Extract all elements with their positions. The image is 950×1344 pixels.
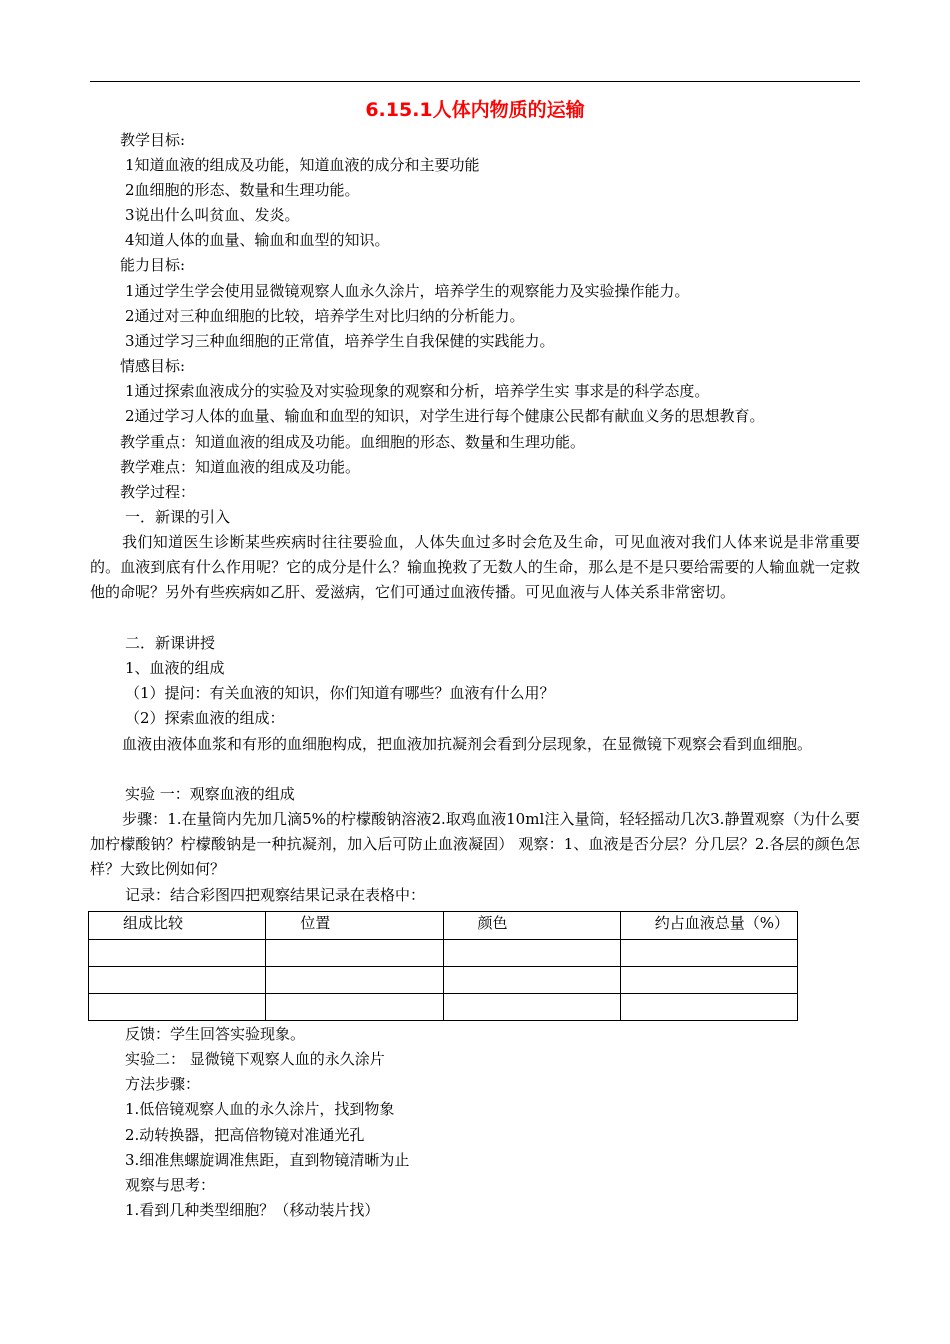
table-cell [89,994,266,1021]
table-cell [620,940,797,967]
ability-objectives-heading: 能力目标: [120,256,186,274]
table-cell [443,994,620,1021]
table-header-cell: 约占血液总量（%） [620,912,797,940]
emotion-objective-item: 1通过探索血液成分的实验及对实验现象的观察和分析，培养学生实 事求是的科学态度。 [125,382,710,400]
table-cell [443,940,620,967]
table-cell [620,967,797,994]
table-header-cell: 位置 [266,912,443,940]
experiment-1-steps: 步骤：1.在量筒内先加几滴5%的柠檬酸钠溶液2.取鸡血液10ml注入量筒，轻轻摇动几次3.静置观察（为什么要加柠檬酸钠？柠檬酸钠是一种抗凝剂，加入后可防止血液凝固） 观察：1、血液是否分层？分几层？2.各层的颜色怎样？大致比例如何？ [90,810,860,878]
table-header-cell: 颜色 [443,912,620,940]
teaching-objectives-heading: 教学目标: [120,131,186,149]
experiment-1-title: 实验 一：观察血液的组成 [125,785,295,803]
experiment-2-title: 实验二： 显微镜下观察人血的永久涂片 [125,1050,385,1068]
lesson-heading: 二．新课讲授 [125,634,216,652]
intro-paragraph: 我们知道医生诊断某些疾病时往往要验血，人体失血过多时会危及生命，可见血液对我们人体来说是非常重要的。血液到底有什么作用呢？它的成分是什么？输血挽救了无数人的生命，那么是不是只要给需要的人输血就一定救他的命呢？另外有些疾病如乙肝、爱滋病，它们可通过血液传播。可见血液与人体关系非常密切。 [90,533,860,601]
difficulty-point: 教学难点：知道血液的组成及功能。 [120,458,361,476]
blood-composition-subheading: 1、血液的组成 [125,659,225,677]
question-1: （1）提问：有关血液的知识，你们知道有哪些？血液有什么用？ [125,684,555,702]
table-row [89,940,798,967]
ability-objective-item: 1通过学生学会使用显微镜观察人血永久涂片，培养学生的观察能力及实验操作能力。 [125,282,690,300]
teaching-objective-item: 4知道人体的血量、输血和血型的知识。 [125,231,390,249]
method-step: 1.低倍镜观察人血的永久涂片，找到物象 [125,1100,395,1118]
teaching-objective-item: 3说出什么叫贫血、发炎。 [125,206,300,224]
table-header-cell: 组成比较 [89,912,266,940]
record-instruction: 记录：结合彩图四把观察结果记录在表格中： [125,886,426,904]
observe-item: 1.看到几种类型细胞？（移动装片找） [125,1201,380,1219]
table-cell [266,940,443,967]
table-cell [266,967,443,994]
teaching-objective-item: 1知道血液的组成及功能，知道血液的成分和主要功能 [125,156,480,174]
observe-heading: 观察与思考： [125,1176,216,1194]
ability-objective-item: 3通过学习三种血细胞的正常值，培养学生自我保健的实践能力。 [125,332,555,350]
header-rule [90,81,860,82]
question-2: （2）探索血液的组成： [125,709,285,727]
teaching-objective-item: 2血细胞的形态、数量和生理功能。 [125,181,360,199]
emotion-objective-item: 2通过学习人体的血量、输血和血型的知识，对学生进行每个健康公民都有献血义务的思想教育。 [125,407,765,425]
table-cell [89,940,266,967]
table-row [89,967,798,994]
table-cell [443,967,620,994]
observation-table [88,911,798,1021]
key-point: 教学重点：知道血液的组成及功能。血细胞的形态、数量和生理功能。 [120,433,586,451]
process-heading: 教学过程： [120,483,196,501]
method-step: 2.动转换器，把高倍物镜对准通光孔 [125,1126,365,1144]
composition-paragraph: 血液由液体血浆和有形的血细胞构成，把血液加抗凝剂会看到分层现象，在显微镜下观察会看到血细胞。 [122,735,813,753]
table-cell [89,967,266,994]
ability-objective-item: 2通过对三种血细胞的比较，培养学生对比归纳的分析能力。 [125,307,525,325]
method-step: 3.细准焦螺旋调准焦距，直到物镜清晰为止 [125,1151,410,1169]
feedback-line: 反馈：学生回答实验现象。 [125,1025,306,1043]
emotion-objectives-heading: 情感目标: [120,357,186,375]
intro-heading: 一．新课的引入 [125,508,231,526]
table-cell [620,994,797,1021]
document-title: 6.15.1人体内物质的运输 [365,99,585,121]
method-heading: 方法步骤： [125,1075,201,1093]
table-row [89,994,798,1021]
table-header-row [89,912,798,940]
table-cell [266,994,443,1021]
